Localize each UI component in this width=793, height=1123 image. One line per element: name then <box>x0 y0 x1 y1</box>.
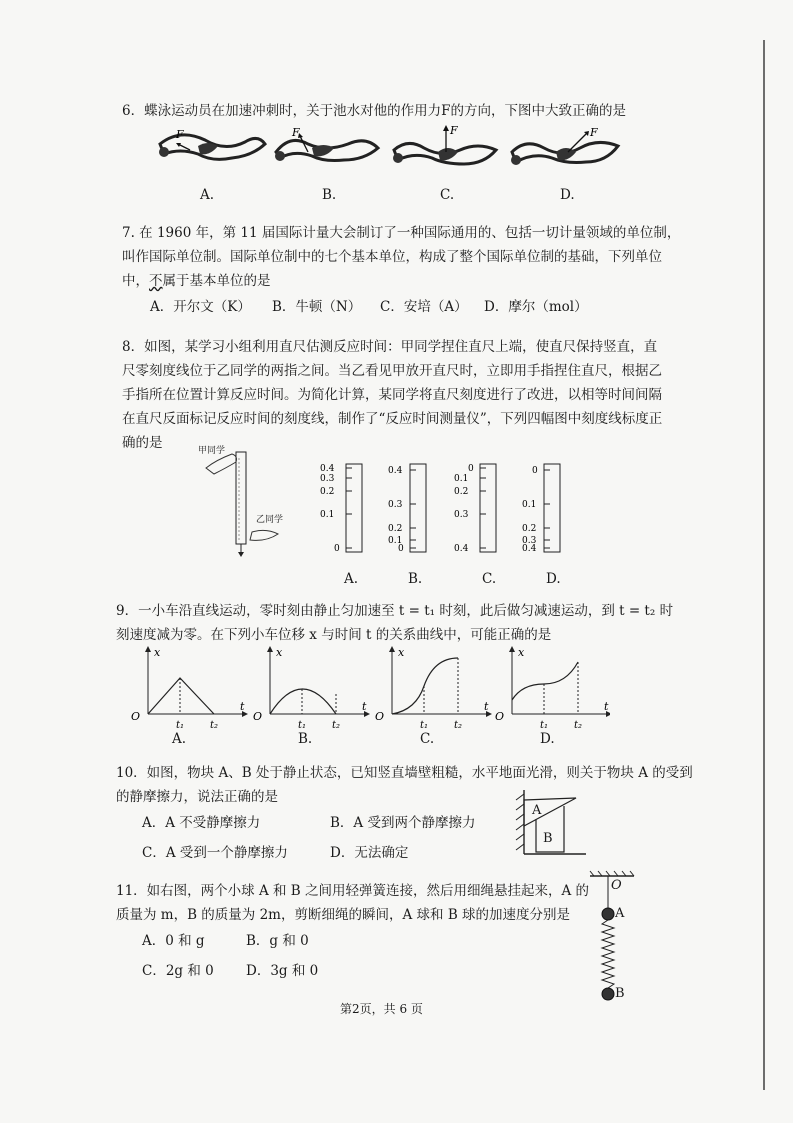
q10-line-2: 的静摩擦力，说法正确的是 <box>116 789 278 805</box>
swimmer-figure-c <box>393 124 496 164</box>
svg-text:O: O <box>495 710 505 723</box>
q6-swimmer-figures <box>150 122 650 184</box>
ruler-c <box>454 464 496 554</box>
svg-text:0.1: 0.1 <box>454 474 469 484</box>
q7-line-3 <box>122 270 271 292</box>
svg-text:t₁: t₁ <box>540 720 549 730</box>
ruler-a-tick-3: 0.1 <box>320 510 335 520</box>
svg-text:O: O <box>375 710 385 723</box>
svg-text:0.2: 0.2 <box>388 524 403 534</box>
svg-text:0.4: 0.4 <box>388 466 403 476</box>
svg-text:0.3: 0.3 <box>522 536 537 546</box>
svg-text:0.3: 0.3 <box>454 510 469 520</box>
q9-xt-graphs <box>128 644 610 730</box>
q11-ball-b-label: B <box>615 986 625 1001</box>
ruler-b <box>388 464 426 554</box>
q6-option-d: D. <box>560 187 575 203</box>
q8-line-3: 手指所在位置计算反应时间。为简化计算，某同学将直尺刻度进行了改进，以相等时间间隔 <box>122 387 662 403</box>
q10-block-a-label: A <box>532 803 542 818</box>
q6-force-label-a: F <box>176 128 184 141</box>
q6-option-a: A. <box>200 187 215 203</box>
ruler-a-tick-4: 0 <box>334 544 340 554</box>
svg-text:0: 0 <box>532 466 538 476</box>
swimmer-figure-b <box>275 126 378 161</box>
svg-text:t₂: t₂ <box>574 720 583 730</box>
q6-option-b: B. <box>322 187 337 203</box>
q8-ruler-illustration <box>196 440 296 560</box>
q8-person-a-label: 甲同学 <box>198 446 226 456</box>
q8-option-d: D. <box>546 571 561 587</box>
svg-text:t₂: t₂ <box>332 720 341 730</box>
q10-option-a: A．A 不受静摩擦力 <box>142 815 261 831</box>
q10-line-1: 10．如图，物块 A、B 处于静止状态，已知竖直墙壁粗糙，水平地面光滑，则关于物块 A 的受到 <box>116 765 693 781</box>
svg-text:0.3: 0.3 <box>388 500 403 510</box>
q7-option-a: A．开尔文（K） <box>150 299 251 315</box>
q7-emphasis-not: 不 <box>149 273 163 289</box>
q6-stem: 6．蝶泳运动员在加速冲刺时，关于池水对他的作用力F的方向，下图中大致正确的是 <box>122 103 626 119</box>
q9-line-1: 9．一小车沿直线运动，零时刻由静止匀加速至 t = t₁ 时刻，此后做匀减速运动，到 t = t₂ 时 <box>116 603 674 619</box>
q6-option-c: C. <box>440 187 455 203</box>
svg-text:0.1: 0.1 <box>388 536 403 546</box>
svg-text:x: x <box>518 646 525 659</box>
scan-edge-line <box>763 40 765 1090</box>
svg-text:0.4: 0.4 <box>454 544 469 554</box>
q11-option-b: B．g 和 0 <box>246 933 309 949</box>
q9-line-2: 刻速度减为零。在下列小车位移 x 与时间 t 的关系曲线中，可能正确的是 <box>116 627 552 643</box>
q9-option-a: A. <box>172 731 187 747</box>
q11-option-d: D．3g 和 0 <box>246 963 319 979</box>
svg-text:t: t <box>362 700 367 713</box>
q10-option-c: C．A 受到一个静摩擦力 <box>142 845 288 861</box>
q7-line-1: 7. 在 1960 年，第 11 届国际计量大会制订了一种国际通用的、包括一切计量领域的单位制， <box>122 225 681 241</box>
ruler-a-tick-2: 0.2 <box>320 487 335 497</box>
q7-option-b: B．牛顿（N） <box>272 299 362 315</box>
swimmer-figure-d <box>511 126 618 165</box>
svg-text:O: O <box>131 710 141 723</box>
q7-option-d: D．摩尔（mol） <box>484 299 588 315</box>
svg-text:0: 0 <box>468 464 474 474</box>
ruler-a-tick-0: 0.4 <box>320 464 335 474</box>
q7-option-c: C．安培（A） <box>380 299 468 315</box>
xt-graph-c <box>375 646 492 730</box>
q11-option-c: C．2g 和 0 <box>142 963 214 979</box>
ruler-a <box>320 464 362 554</box>
svg-text:x: x <box>398 646 405 659</box>
q9-option-b: B. <box>298 731 313 747</box>
svg-text:t: t <box>484 700 489 713</box>
q10-option-d: D．无法确定 <box>330 845 409 861</box>
svg-text:t₂: t₂ <box>210 720 219 730</box>
xt-graph-d <box>495 646 610 730</box>
svg-text:0.1: 0.1 <box>522 500 537 510</box>
q8-option-c: C. <box>482 571 497 587</box>
svg-text:t: t <box>240 700 245 713</box>
svg-text:O: O <box>253 710 263 723</box>
ruler-a-tick-1: 0.3 <box>320 474 335 484</box>
q11-line-1: 11．如右图，两个小球 A 和 B 之间用轻弹簧连接，然后用细绳悬挂起来，A 的 <box>116 883 590 899</box>
svg-text:t₁: t₁ <box>298 720 307 730</box>
q10-block-b-label: B <box>543 831 553 846</box>
q10-blocks-figure <box>512 786 590 858</box>
svg-text:x: x <box>154 646 161 659</box>
q8-line-1: 8．如图，某学习小组利用直尺估测反应时间：甲同学捏住直尺上端，使直尺保持竖直，直 <box>122 339 658 355</box>
page-footer: 第2页，共 6 页 <box>340 1002 423 1016</box>
ruler-d <box>522 464 560 554</box>
q8-line-4: 在直尺反面标记反应时间的刻度线，制作了“反应时间测量仪”，下列四幅图中刻度线标度正 <box>122 411 663 427</box>
svg-text:t: t <box>604 700 609 713</box>
svg-text:F: F <box>450 124 458 137</box>
q8-line-5: 确的是 <box>122 435 163 451</box>
q11-option-a: A．0 和 g <box>142 933 205 949</box>
q9-option-d: D. <box>540 731 555 747</box>
svg-text:0.2: 0.2 <box>522 524 537 534</box>
svg-text:t₁: t₁ <box>176 720 185 730</box>
xt-graph-b <box>253 646 370 730</box>
svg-text:t₂: t₂ <box>454 720 463 730</box>
xt-graph-a <box>131 646 248 730</box>
q8-rulers <box>318 460 578 558</box>
q11-point-o-label: O <box>611 878 622 893</box>
svg-text:F: F <box>292 126 300 139</box>
svg-text:F: F <box>590 126 598 139</box>
svg-text:0.4: 0.4 <box>522 544 537 554</box>
svg-text:0.2: 0.2 <box>454 487 469 497</box>
q11-line-2: 质量为 m，B 的质量为 2m，剪断细绳的瞬间，A 球和 B 球的加速度分别是 <box>116 907 571 923</box>
q8-line-2: 尺零刻度线位于乙同学的两指之间。当乙看见甲放开直尺时，立即用手指捏住直尺，根据乙 <box>122 363 662 379</box>
q8-option-b: B. <box>408 571 423 587</box>
q8-person-b-label: 乙同学 <box>256 515 284 525</box>
q7-line-3-post: 属于基本单位的是 <box>162 273 271 289</box>
svg-text:0: 0 <box>398 544 404 554</box>
swimmer-figure-a <box>159 128 265 159</box>
q10-option-b: B．A 受到两个静摩擦力 <box>330 815 476 831</box>
svg-text:x: x <box>276 646 283 659</box>
svg-text:t₁: t₁ <box>420 720 429 730</box>
q7-line-3-pre: 中， <box>122 273 149 289</box>
q7-line-2: 叫作国际单位制。国际单位制中的七个基本单位，构成了整个国际单位制的基础，下列单位 <box>122 249 662 265</box>
q9-option-c: C. <box>420 731 435 747</box>
q11-ball-a-label: A <box>615 906 625 921</box>
q8-option-a: A. <box>344 571 359 587</box>
